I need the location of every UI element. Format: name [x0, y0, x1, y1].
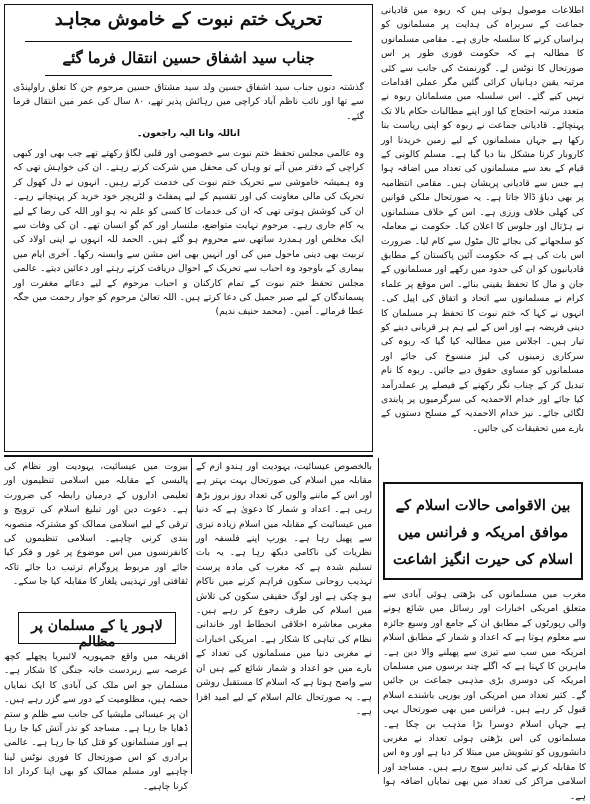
liberia-body: افریقہ میں واقع جمہوریہ لائبیریا پچھلے کچھ عرصہ سے زبردست خانہ جنگی کا شکار ہے۔ مسلمان جو اس ملک کی آبادی کا ایک نمایاں حصہ ہیں، مظلومیت کے دور سے گزر رہے ہیں۔ ان پر عیسائی ملیشیا کی جانب سے ظلم و ستم ڈھایا جا رہا ہے۔ مساجد کو نذر آتش کیا جا رہا ہے اور مسلمانوں کو قتل کیا جا رہا ہے۔ عالمی برادری کو اس صورتحال کا فوری نوٹس لینا چاہیے اور مسلم ممالک کو بھی اپنا کردار ادا کرنا چاہیے۔: [4, 651, 188, 792]
right-column: [379, 4, 586, 474]
column-a-body: مغرب میں مسلمانوں کی بڑھتی ہوئی آبادی سے متعلق امریکی اخبارات اور رسائل میں شائع ہونے والی رپورٹوں کے مطابق ان کے جامع اور وسیع جائزہ سے معلوم ہوتا ہے کہ اعداد و شمار کے مطابق اسلام امریکہ میں سب سے تیزی سے پھیلنے والا دین ہے۔ ماہرین کا کہنا ہے کہ اگلے چند برسوں میں مسلمان امریکہ کی دوسری بڑی مذہبی جماعت بن جائیں گے۔ کثیر تعداد میں امریکی اور یورپی باشندے اسلام قبول کر رہے ہیں۔ فرانس میں بھی صورتحال یہی ہے جہاں اسلام دوسرا بڑا مذہب بن چکا ہے۔ مسلمانوں کی اس بڑھتی ہوئی تعداد نے مغربی دانشوروں کو تشویش میں مبتلا کر دیا ہے اور وہ اس کا مقابلہ کرنے کی تدابیر سوچ رہے ہیں۔ مساجد اور اسلامی مراکز کی تعداد میں بھی نمایاں اضافہ ہوا ہے۔: [383, 589, 586, 802]
column-c-body: بیروت میں عیسائیت، یہودیت اور نظام کی پالیسی کے مقابلہ میں اسلامی تنظیموں اور تعلیمی اداروں کے درمیان رابطہ کی ضرورت ہے۔ دعوت دین اور تبلیغ اسلام کی ترویج و ترقی کے لیے اسلامی ممالک کو مشترکہ منصوبہ بندی کرنی چاہیے۔ اسلامی تنظیموں کی کانفرنسوں میں اس موضوع پر غور و فکر کیا جائے اور مربوط پروگرام ترتیب دیا جائے تاکہ ثقافتی اور تہذیبی یلغار کا مقابلہ کیا جا سکے۔: [4, 461, 188, 588]
headline-underline: [25, 41, 352, 42]
obituary-body: وہ عالمی مجلس تحفظ ختم نبوت سے خصوصی اور قلبی لگاؤ رکھتے تھے جب بھی اور کبھی کراچی کے دفتر میں آتے تو وہاں کی محفل میں شرکت کرتے رہتے۔ ان کی خواہش تھی کہ وہ ہمیشہ خاموشی سے تحریک ختم نبوت کی خدمت کرتے رہیں۔ انہوں نے دل کھول کر تحریک کی مالی معاونت کی اور تقسیم کے لیے پمفلٹ و لٹریچر خود خرید کر پہنچاتے رہے۔ ان کی کوشش ہوتی تھی کہ ان کی خدمات کا کسی کو علم نہ ہو اور اللہ کی رضا کے لیے یہ کام جاری رہے۔ مرحوم نہایت متواضع، ملنسار اور کم گو انسان تھے۔ ان کی وفات سے ایک مخلص اور ہمدرد ساتھی سے محروم ہو گئے ہیں۔ الحمد للہ انہوں نے اپنی اولاد کی تربیت بھی دینی ماحول میں کی اور انہیں بھی اس مشن سے وابستہ رکھا۔ آخری ایام میں بیماری کے باوجود وہ احباب سے تحریک کے احوال دریافت کرتے رہتے اور دعائیں دیتے۔ عالمی مجلس تحفظ ختم نبوت کے تمام کارکنان و احباب مرحوم کے لیے دعائے مغفرت اور پسماندگان کے لیے صبر جمیل کی دعا کرتے ہیں۔ اللہ تعالیٰ مرحوم کو جوار رحمت میں جگہ عطا فرمائے۔ آمین۔ (محمد حنیف ندیم): [13, 148, 364, 318]
column-b-body: بالخصوص عیسائیت، یہودیت اور ہندو ازم کے مقابلہ میں اسلام کی صورتحال بہت بہتر ہے اور اس کے ماننے والوں کی تعداد روز بروز بڑھ رہی ہے۔ اعداد و شمار کا دعویٰ ہے کہ دنیا میں عیسائیت کے مقابلہ میں اسلام زیادہ تیزی سے پھیل رہا ہے۔ یورپ اپنے فلسفہ اور نظریات کی ناکامی دیکھ رہا ہے۔ یہ بات تسلیم شدہ ہے کہ مغرب کی مادہ پرست تہذیب روحانی سکون فراہم کرنے میں ناکام ہو چکی ہے اور لوگ حقیقی سکون کی تلاش میں اسلام کی طرف رجوع کر رہے ہیں۔ مغربی معاشرہ اخلاقی انحطاط اور خاندانی نظام کی تباہی کا شکار ہے۔ امریکی اخبارات نے مغربی دنیا میں مسلمانوں کی تعداد کے بارے میں جو اعداد و شمار شائع کیے ہیں ان سے واضح ہوتا ہے کہ اسلام کا مستقبل روشن ہے۔ یہ صورتحال عالم اسلام کے لیے امید افزا ہے۔: [196, 461, 372, 717]
subhead-underline: [45, 75, 332, 76]
liberia-headline: لاہور یا کے مسلمان پر مظالم: [31, 618, 163, 650]
obituary-subhead: جناب سید اشفاق حسین انتقال فرما گئے: [62, 49, 315, 67]
liberia-headline-box: [18, 612, 176, 650]
boxed-headline: [383, 482, 583, 580]
boxed-headline-text: بین الاقوامی حالات اسلام کے موافق امریکہ و فرانس میں اسلام کی حیرت انگیز اشاعت: [393, 497, 573, 568]
obituary-dua: اناللہ وانا الیہ راجعون۔: [137, 128, 240, 139]
column-divider-2: [191, 458, 192, 774]
section-divider: [4, 455, 373, 457]
obituary-headline: تحریک ختم نبوت کے خاموش مجاہد: [54, 9, 323, 30]
column-divider-1: [378, 458, 379, 774]
right-column-body: اطلاعات موصول ہوئی ہیں کہ ربوہ میں قادیانی جماعت کے سربراہ کی ہدایت پر مسلمانوں کو ہراساں کرنے کا سلسلہ جاری ہے۔ مقامی مسلمانوں کا مطالبہ ہے کہ حکومت فوری طور پر اس صورتحال کا نوٹس لے۔ گورنمنٹ کی جانب سے کئی مرتبہ یقین دہانیاں کرائی گئیں مگر عملی اقدامات نہیں کیے گئے۔ اس سلسلہ میں مسلمانان ربوہ نے متعدد مرتبہ احتجاج کیا اور اپنے مطالبات حکام بالا تک پہنچائے۔ قادیانی جماعت نے ربوہ کو اپنی ریاست بنا رکھا ہے جہاں مسلمانوں کے لیے زمین خریدنا اور کاروبار کرنا مشکل بنا دیا گیا ہے۔ مسلم کالونی کے قیام کے بعد سے مسلمانوں کی تعداد میں اضافہ ہوا ہے جس سے قادیانی پریشان ہیں۔ مقامی انتظامیہ پر بھی دباؤ ڈالا جاتا ہے۔ یہ صورتحال ملکی قوانین کی کھلی خلاف ورزی ہے۔ اس کے خلاف مسلمانوں نے ہڑتال اور جلوس کا اعلان کیا۔ حکومت نے معاملہ کو سلجھانے کی بجائے ٹال مٹول سے کام لیا۔ ضرورت اس بات کی ہے کہ حکومت آئین پاکستان کے مطابق قادیانیوں کو ان کی حدود میں رکھے اور مسلمانوں کے جان و مال کا تحفظ یقینی بنائے۔ اس موقع پر علماء کرام نے مسلمانوں سے اتحاد و اتفاق کی اپیل کی۔ انہوں نے کہا کہ ختم نبوت کا تحفظ ہر مسلمان کا دینی فریضہ ہے اور اس کے لیے ہم ہر قربانی دینے کو تیار ہیں۔ اجلاس میں مطالبہ کیا گیا کہ ربوہ کی سرکاری زمینوں کی لیز منسوخ کی جائے اور مسلمانوں کو مساوی حقوق دیے جائیں۔ ربوہ کا نام تبدیل کر کے چناب نگر رکھنے کے فیصلے پر عملدرآمد کیا جائے اور خدام الاحمدیہ کی سرگرمیوں پر پابندی لگائی جائے۔ نیز خدام الاحمدیہ کے مسلح دستوں کے بارے میں تحقیقات کی جائیں۔: [381, 5, 584, 434]
obituary-article-box: [4, 4, 373, 452]
obituary-intro: گذشتہ دنوں جناب سید اشفاق حسین ولد سید مشتاق حسین مرحوم جن کا تعلق راولپنڈی سے تھا اور نائب ناظم آباد کراچی میں رہائش پذیر تھے، ۸۰ سال کی عمر میں انتقال فرما گئے۔: [13, 82, 365, 122]
